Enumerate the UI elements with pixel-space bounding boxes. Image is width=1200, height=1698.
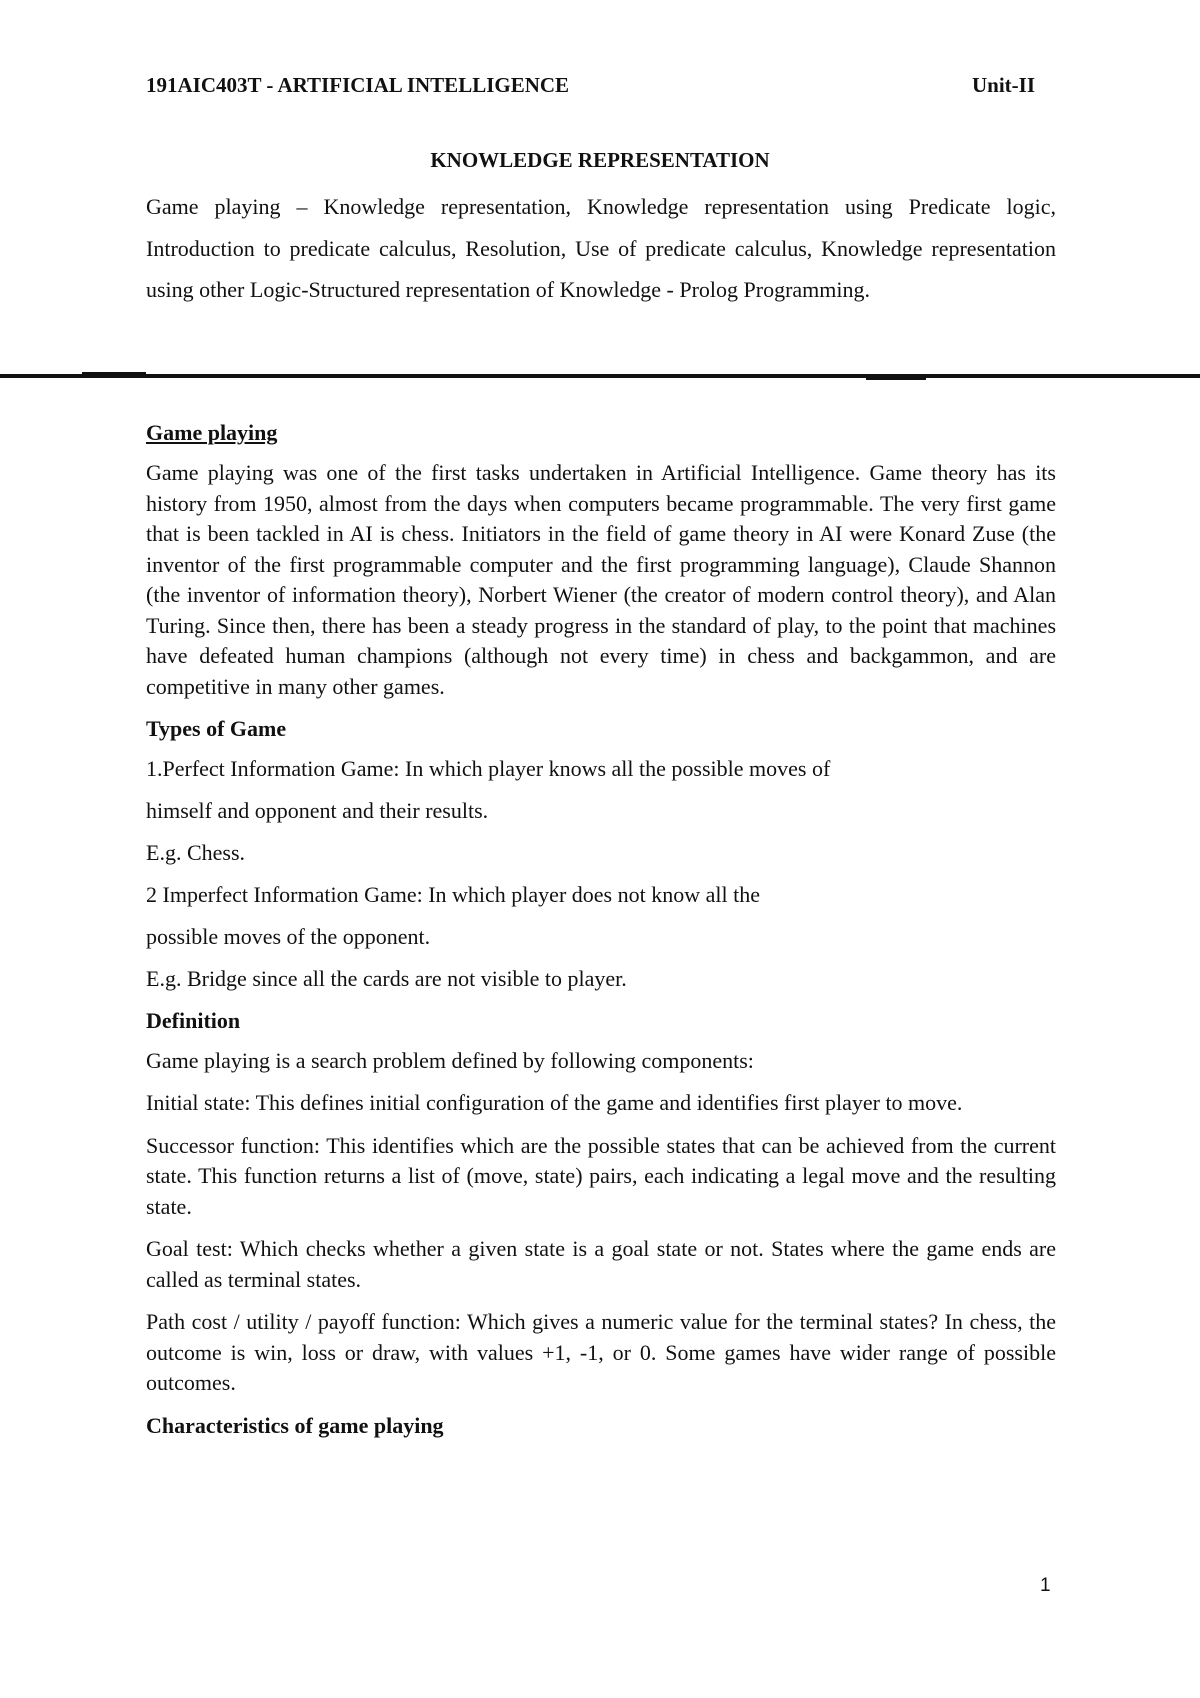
document-title: KNOWLEDGE REPRESENTATION <box>430 148 770 172</box>
types-line: himself and opponent and their results. <box>146 798 489 823</box>
game-playing-paragraph: Game playing was one of the first tasks undertaken in Artificial Intelligence. Game theory has its history from 1950, almost from the days when computers became programmable. The very first game that is been tackled in AI is chess. Initiators in the field of game theory in AI were Konard Zuse (the inventor of the first programmable computer and the first programming language), Claude Shannon (the inventor of information theory), Norbert Wiener (the creator of modern control theory), and Alan Turing. Since then, there has been a steady progress in the standard of play, to the point that machines have defeated human champions (although not every time) in chess and backgammon, and are competitive in many other games. <box>146 460 1056 699</box>
divider-accent-right <box>866 378 926 380</box>
definition-item: Goal test: Which checks whether a given state is a goal state or not. States where the game ends are called as terminal states. <box>146 1236 1056 1292</box>
definition-intro: Game playing is a search problem defined by following components: <box>146 1048 754 1073</box>
definition-item: Successor function: This identifies which are the possible states that can be achieved from the current state. This function returns a list of (move, state) pairs, each indicating a legal move and the resulting state. <box>146 1132 1056 1219</box>
game-playing-heading: Game playing <box>146 420 278 445</box>
page-number: 1 <box>1040 1575 1051 1596</box>
characteristics-heading: Characteristics of game playing <box>146 1412 444 1438</box>
definition-item: Path cost / utility / payoff function: Which gives a numeric value for the terminal states? In chess, the outcome is win, loss or draw, with values +1, -1, or 0. Some games have wider range of possible outcomes. <box>146 1309 1056 1395</box>
course-code-title: 191AIC403T - ARTIFICIAL INTELLIGENCE <box>146 73 570 97</box>
types-line: E.g. Chess. <box>146 840 245 865</box>
definition-heading: Definition <box>146 1008 241 1033</box>
types-line: 2 Imperfect Information Game: In which player does not know all the <box>146 882 760 907</box>
types-of-game-heading: Types of Game <box>146 716 287 741</box>
types-line: possible moves of the opponent. <box>146 924 431 949</box>
page-header <box>146 70 1035 100</box>
types-line: 1.Perfect Information Game: In which player knows all the possible moves of <box>146 756 831 781</box>
section-divider <box>0 374 1200 378</box>
definition-item: Initial state: This defines initial configuration of the game and identifies first player to move. <box>146 1090 963 1115</box>
syllabus-paragraph: Game playing – Knowledge representation, Knowledge representation using Predicate logic, Introduction to predicate calculus, Resolution, Use of predicate calculus, Knowledge representation using other Logic-Structured representation of Knowledge - Prolog Programming. <box>146 194 1056 302</box>
unit-label: Unit-II <box>971 73 1035 97</box>
types-line: E.g. Bridge since all the cards are not visible to player. <box>146 966 627 991</box>
divider-accent-left <box>82 372 146 374</box>
main-content <box>146 418 1056 1451</box>
